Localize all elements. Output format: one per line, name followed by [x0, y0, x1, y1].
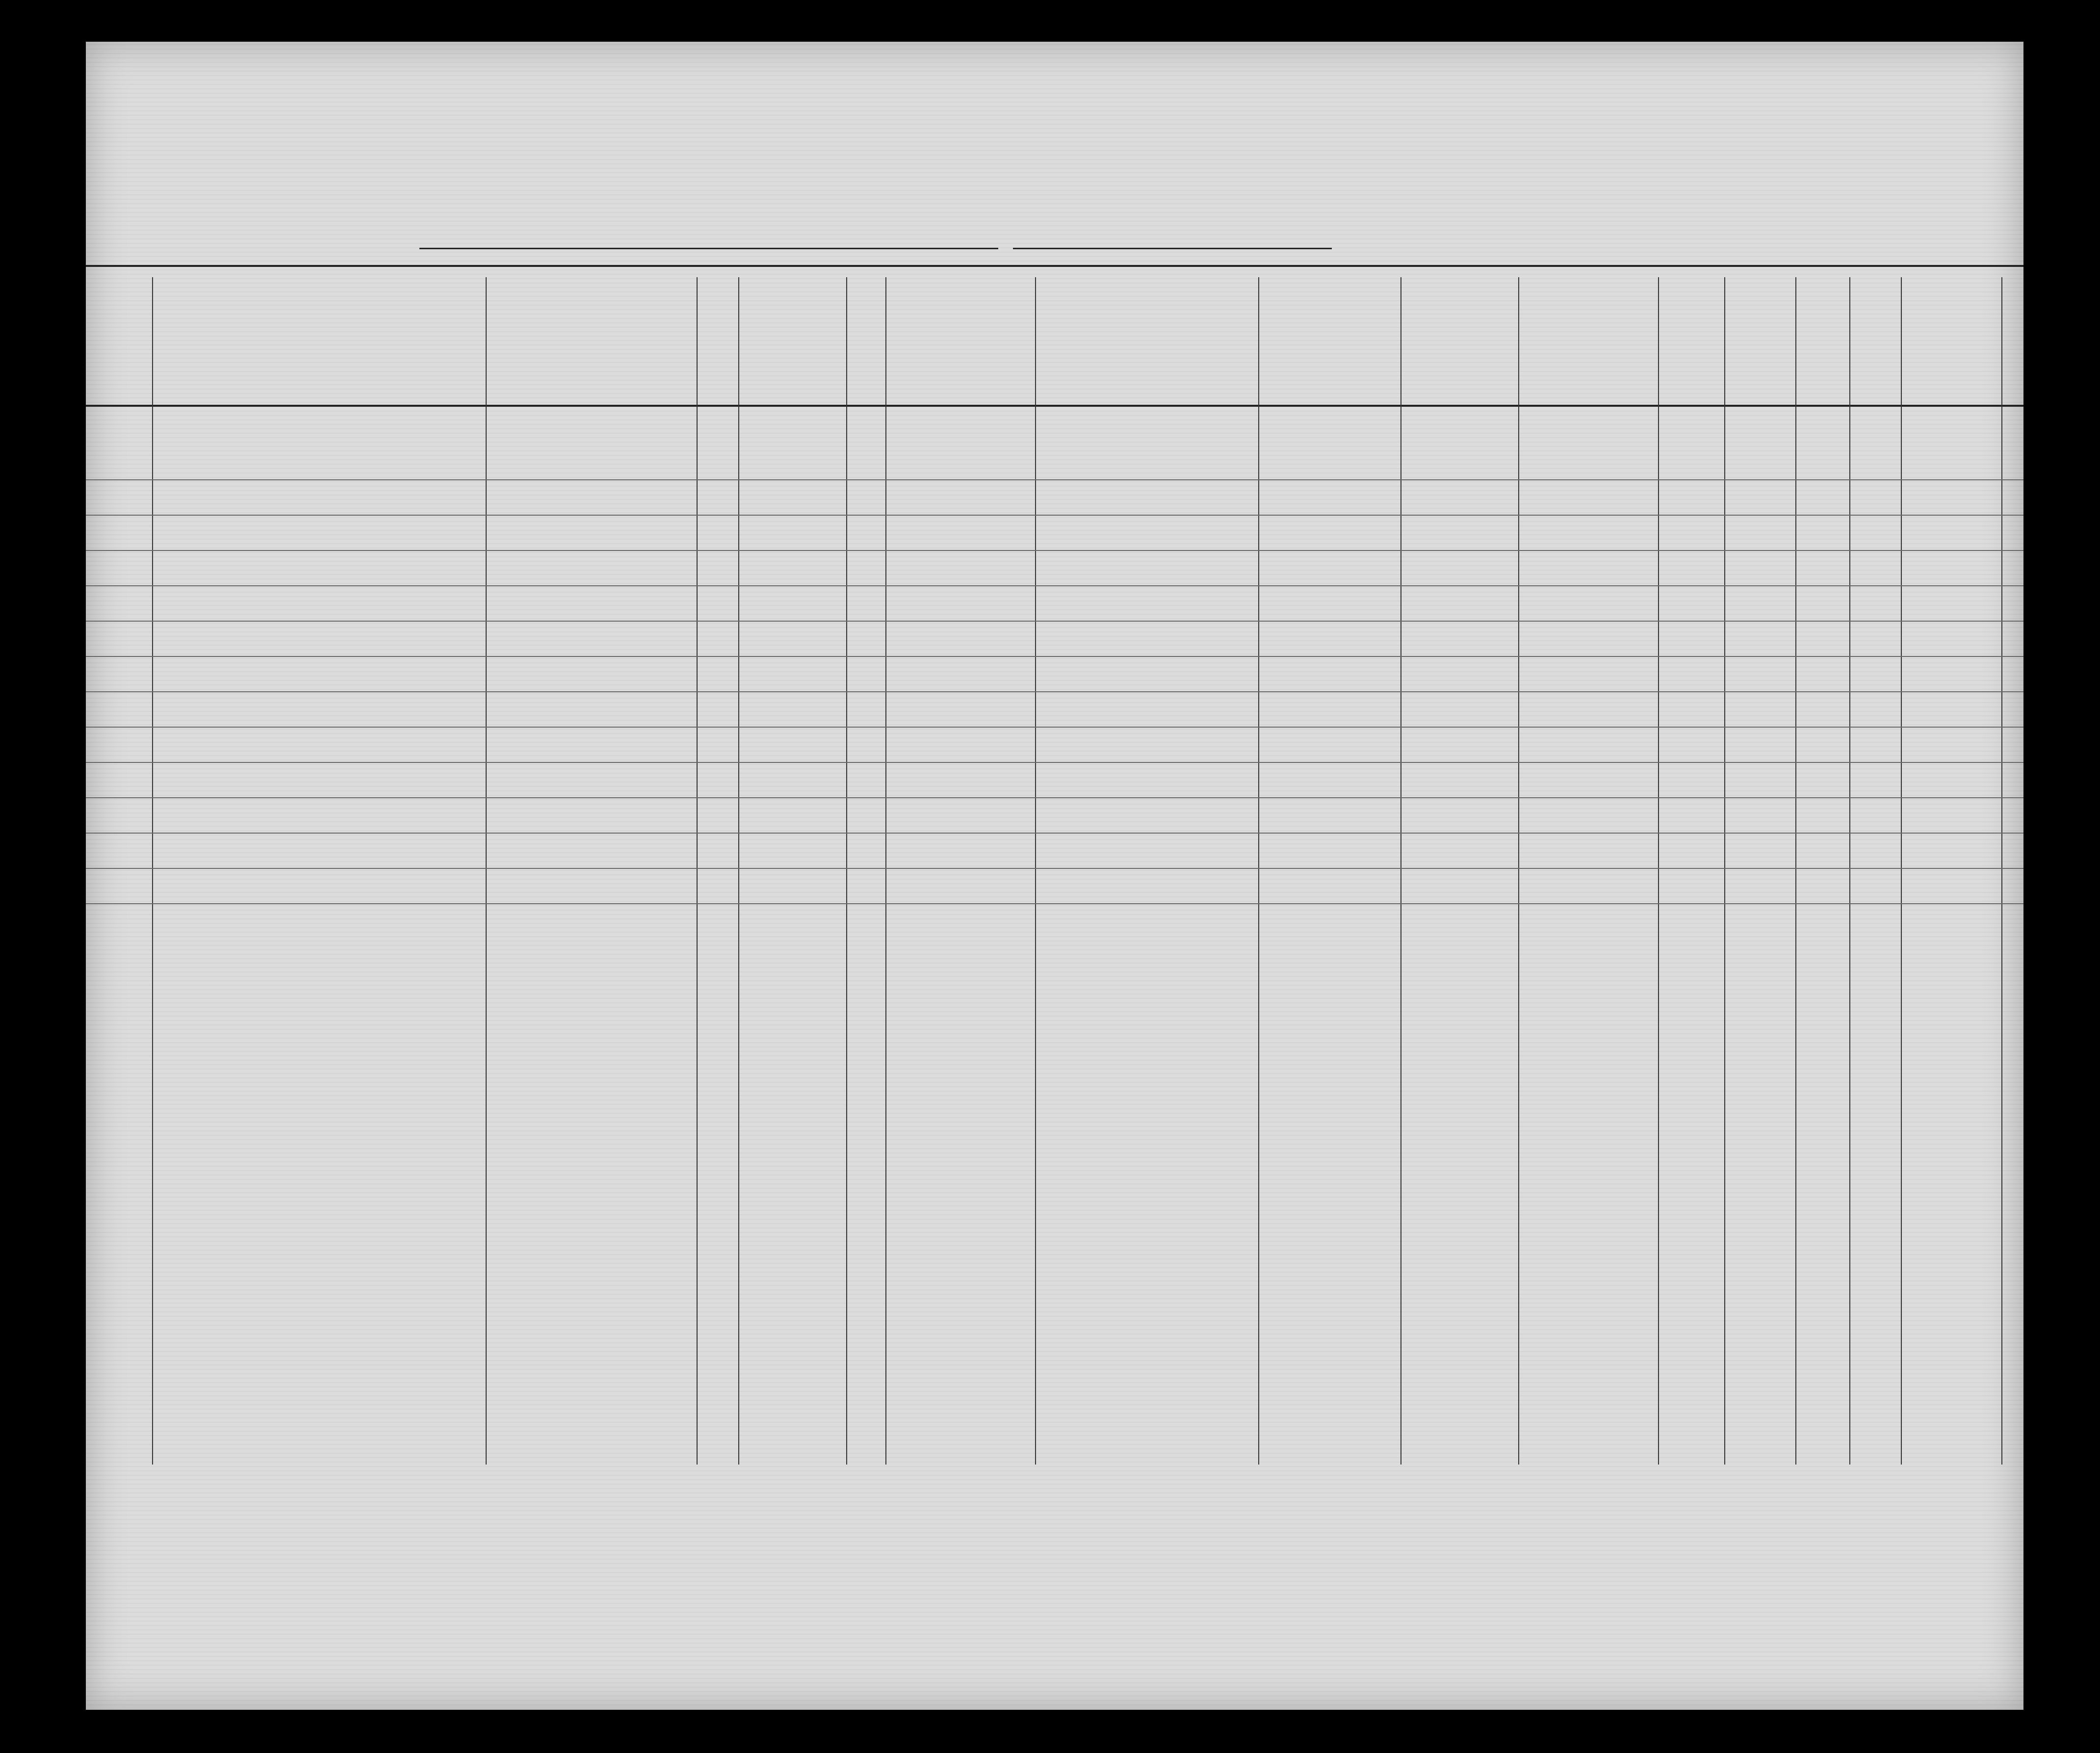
header-top-rule — [86, 265, 2023, 267]
table-row — [86, 691, 2023, 728]
table-row — [86, 868, 2023, 904]
table-row — [86, 656, 2023, 692]
table-row — [86, 444, 2023, 480]
table-row — [86, 727, 2023, 763]
table-row — [86, 833, 2023, 869]
header-bottom-rule — [86, 405, 2023, 407]
port-line — [419, 248, 998, 249]
table-row — [86, 621, 2023, 657]
table-row — [86, 762, 2023, 798]
date-line — [1013, 248, 1332, 249]
table-row — [86, 585, 2023, 622]
table-row — [86, 515, 2023, 551]
table-row — [86, 797, 2023, 834]
table-row — [86, 479, 2023, 516]
table-row — [86, 550, 2023, 586]
manifest-sheet — [86, 42, 2023, 1710]
